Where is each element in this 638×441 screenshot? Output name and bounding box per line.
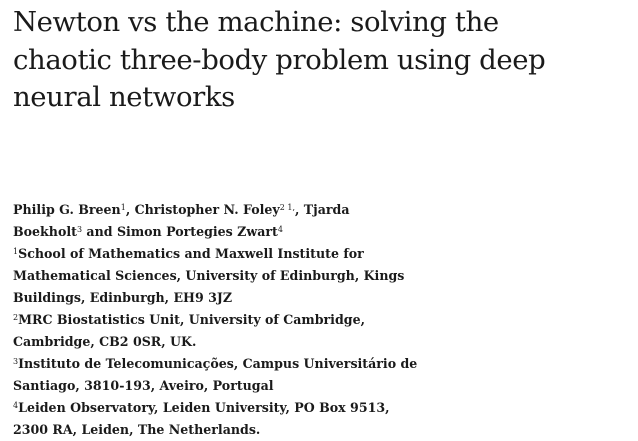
affiliation-4	[13, 397, 633, 441]
title-line-3: neural networks	[13, 81, 235, 113]
author-breen-affil: 1	[120, 203, 126, 212]
affiliation-line: 2300 RA, Leiden, The Netherlands.	[13, 422, 261, 437]
affiliation-text: MRC Biostatistics Unit, University of Cambridge,	[18, 312, 365, 327]
affiliation-3	[13, 353, 633, 397]
affiliation-line: Mathematical Sciences, University of Edinburgh, Kings	[13, 268, 405, 283]
author-separator: , Tjarda	[295, 202, 350, 217]
author-foley: Christopher N. Foley	[134, 202, 280, 217]
affiliation-line: Santiago, 3810-193, Aveiro, Portugal	[13, 378, 274, 393]
affiliation-line: Cambridge, CB2 0SR, UK.	[13, 334, 197, 349]
title-line-2: chaotic three-body problem using deep	[13, 43, 546, 76]
paper-title	[13, 4, 633, 117]
affiliation-text: School of Mathematics and Maxwell Institute for	[18, 246, 364, 261]
author-line-2	[13, 221, 633, 243]
affiliation-line	[13, 397, 633, 419]
affiliation-text: Leiden Observatory, Leiden University, PO Box 9513,	[18, 400, 390, 415]
affiliation-mark: 3	[13, 357, 19, 366]
affiliation-mark: 1	[13, 247, 19, 256]
author-block	[13, 199, 633, 441]
affiliation-text: Instituto de Telecomunicações, Campus Universitário de	[18, 356, 418, 371]
author-line-1	[13, 199, 633, 221]
author-zwart-affil: 4	[277, 225, 283, 234]
title-line-1: Newton vs the machine: solving the	[13, 6, 499, 38]
affiliation-2	[13, 309, 633, 353]
author-separator: ,	[125, 202, 135, 217]
author-foley-affil: 2 1,	[279, 203, 296, 212]
affiliation-line	[13, 353, 633, 375]
author-boekholt: Boekholt	[13, 224, 77, 239]
affiliation-mark: 4	[13, 401, 19, 410]
affiliation-line	[13, 309, 633, 331]
author-zwart: and Simon Portegies Zwart	[82, 224, 278, 239]
affiliation-line: Buildings, Edinburgh, EH9 3JZ	[13, 290, 233, 305]
author-boekholt-affil: 3	[76, 225, 83, 234]
affiliation-1	[13, 243, 633, 309]
affiliation-mark: 2	[13, 313, 19, 322]
author-breen: Philip G. Breen	[13, 202, 121, 217]
affiliation-line	[13, 243, 633, 265]
